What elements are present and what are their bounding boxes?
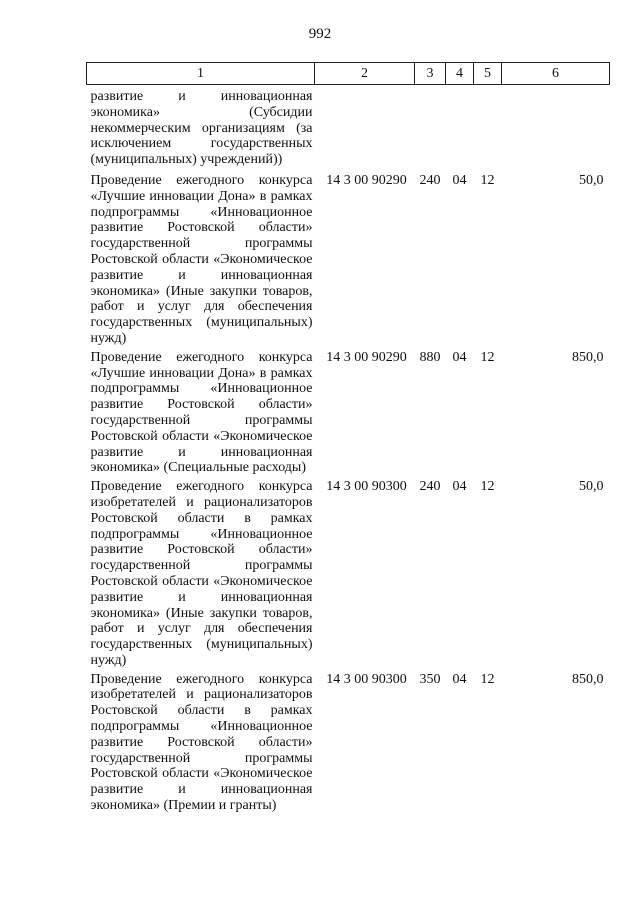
row-section: 04 bbox=[452, 479, 467, 495]
table-header bbox=[87, 63, 610, 85]
header-col-1: 1 bbox=[87, 63, 315, 85]
row-subsection: 12 bbox=[480, 479, 495, 495]
header-col-2: 2 bbox=[315, 63, 415, 85]
table-row bbox=[87, 479, 610, 672]
header-row bbox=[87, 63, 610, 85]
table-row bbox=[87, 350, 610, 479]
row-expense-type: 240 bbox=[419, 479, 441, 495]
row-target-code: 14 3 00 90290 bbox=[326, 172, 407, 188]
row-subsection bbox=[474, 85, 502, 173]
row-name: развитие и инновационная экономика» (Субсидии некоммерческим организациям (за исключением государственных (муниципальных) учреждений)) bbox=[90, 89, 313, 168]
table-row bbox=[87, 173, 610, 350]
table-row bbox=[87, 672, 610, 817]
row-name: Проведение ежегодного конкурса изобретателей и рационализаторов Ростовской области в рамках подпрограммы «Инновационное развитие Ростовской области» государственной программы Ростовской области «Экономическое развитие и инновационная экономика» (Премии и гранты) bbox=[90, 671, 313, 814]
page-number: 992 bbox=[308, 26, 332, 42]
row-target-code: 14 3 00 90300 bbox=[326, 479, 407, 495]
budget-table bbox=[86, 62, 610, 817]
row-sum: 850,0 bbox=[572, 349, 604, 365]
row-name: Проведение ежегодного конкурса «Лучшие инновации Дона» в рамках подпрограммы «Инновационное развитие Ростовской области» государственной программы Ростовской области «Экономическое развитие и инновационная экономика» (Специальные расходы) bbox=[90, 349, 313, 476]
row-subsection: 12 bbox=[480, 671, 495, 687]
table-row bbox=[87, 85, 610, 173]
row-expense-type: 350 bbox=[419, 671, 441, 687]
header-col-6: 6 bbox=[502, 63, 610, 85]
row-subsection: 12 bbox=[480, 172, 495, 188]
row-target-code: 14 3 00 90300 bbox=[326, 671, 407, 687]
row-subsection: 12 bbox=[480, 349, 495, 365]
row-section: 04 bbox=[452, 349, 467, 365]
row-sum: 50,0 bbox=[579, 479, 604, 495]
row-expense-type bbox=[415, 85, 446, 173]
row-expense-type: 880 bbox=[419, 349, 441, 365]
header-col-5: 5 bbox=[474, 63, 502, 85]
row-sum bbox=[502, 85, 610, 173]
row-sum: 850,0 bbox=[572, 671, 604, 687]
row-section: 04 bbox=[452, 172, 467, 188]
row-name: Проведение ежегодного конкурса изобретателей и рационализаторов Ростовской области в рамках подпрограммы «Инновационное развитие Ростовской области» государственной программы Ростовской области «Экономическое развитие и инновационная экономика» (Иные закупки товаров, работ и услуг для обеспечения государственных (муниципальных) нужд) bbox=[90, 479, 313, 668]
table-body bbox=[87, 85, 610, 817]
row-name: Проведение ежегодного конкурса «Лучшие инновации Дона» в рамках подпрограммы «Инновационное развитие Ростовской области» государственной программы Ростовской области «Экономическое развитие и инновационная экономика» (Иные закупки товаров, работ и услуг для обеспечения государственных (муниципальных) нужд) bbox=[90, 172, 313, 346]
row-target-code: 14 3 00 90290 bbox=[326, 349, 407, 365]
row-section bbox=[446, 85, 474, 173]
row-expense-type: 240 bbox=[419, 172, 441, 188]
header-col-3: 3 bbox=[415, 63, 446, 85]
row-sum: 50,0 bbox=[579, 172, 604, 188]
header-col-4: 4 bbox=[446, 63, 474, 85]
row-target-code bbox=[315, 85, 415, 173]
row-section: 04 bbox=[452, 671, 467, 687]
